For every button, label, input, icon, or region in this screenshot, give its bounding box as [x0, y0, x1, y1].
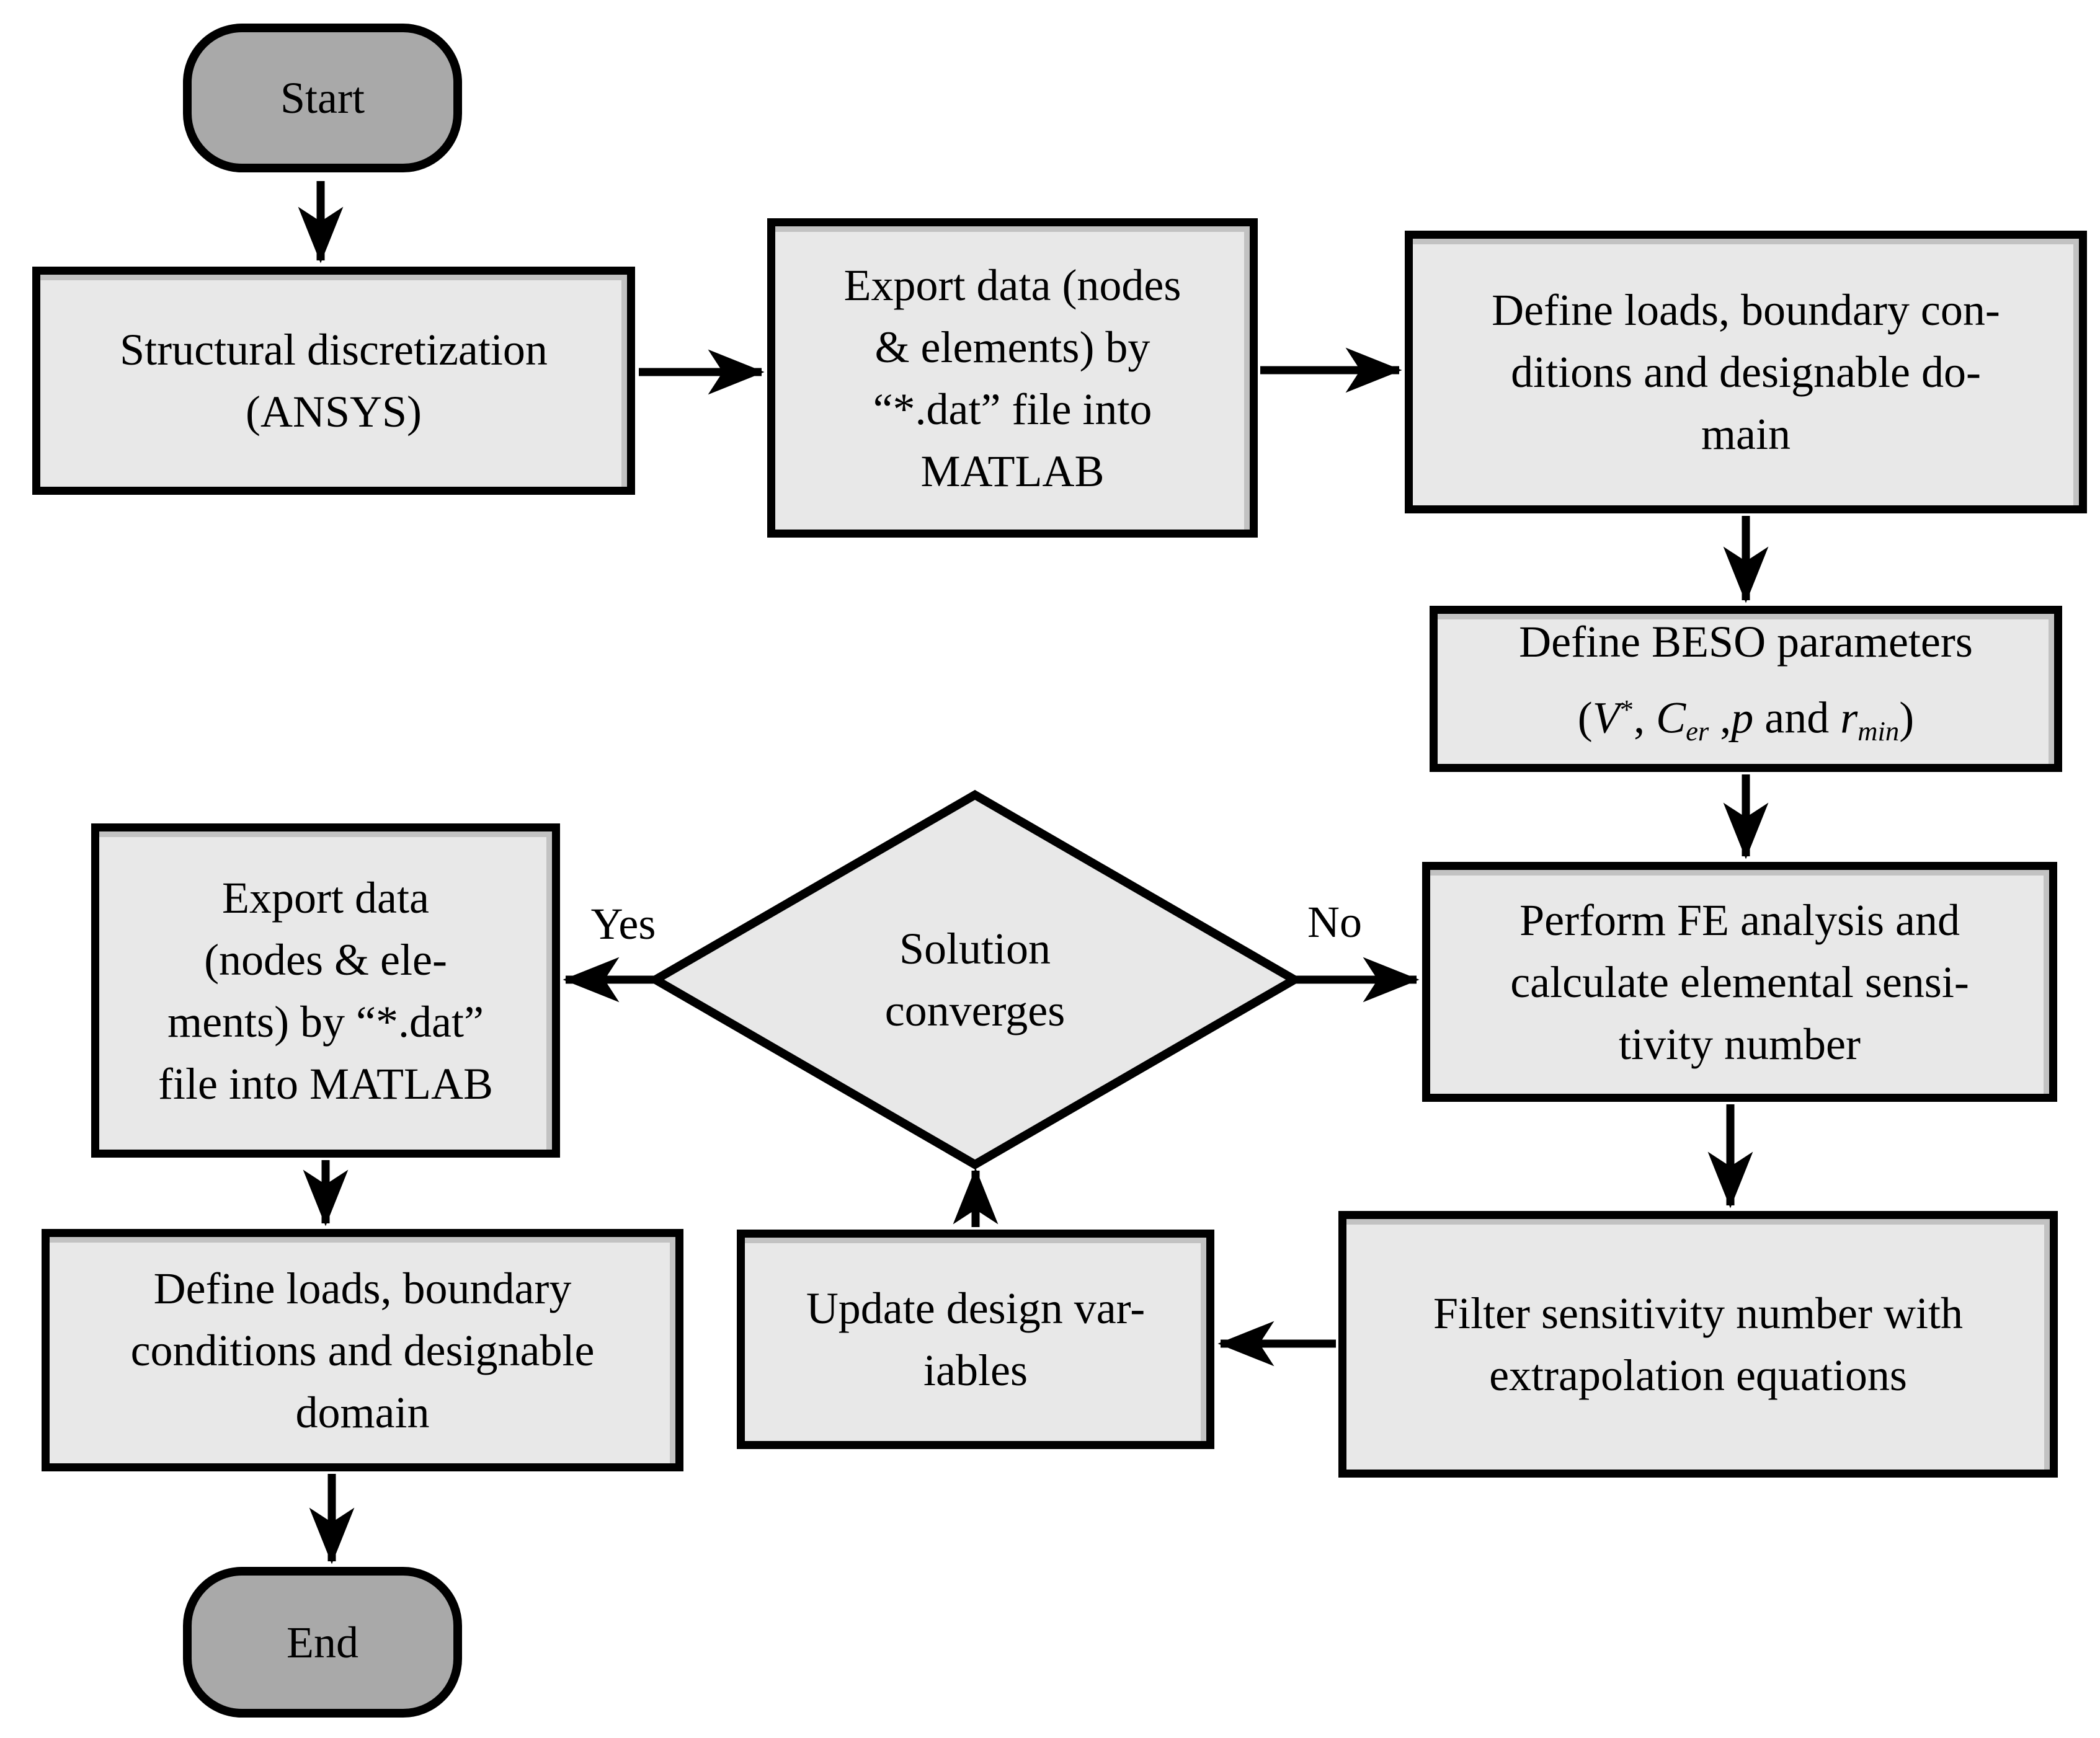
process-update-design-variables — [737, 1230, 1214, 1449]
terminal-end — [183, 1567, 462, 1718]
decision-solution-converges — [718, 887, 1232, 1073]
text-line: Export data — [222, 872, 429, 923]
text-line: Define loads, boundary con- — [1492, 285, 2000, 335]
text-line: & elements) by — [874, 322, 1150, 372]
process-export-data-top — [767, 218, 1258, 538]
beso-parameters-formula: (V*, $C_{er}$ ,p and $r_{min}$) — [1577, 692, 1915, 747]
process-perform-fe-analysis — [1422, 862, 2057, 1102]
text-line: Structural discretization — [120, 325, 548, 375]
text-line: converges — [884, 986, 1066, 1035]
terminal-end-label: End — [287, 1617, 358, 1667]
process-define-loads-left — [42, 1229, 683, 1471]
text-line: (ANSYS) — [245, 387, 422, 437]
text-line: conditions and designable — [130, 1325, 595, 1375]
text-line: extrapolation equations — [1489, 1350, 1907, 1400]
text-line: domain — [295, 1387, 430, 1437]
text-line: tivity number — [1619, 1019, 1861, 1069]
process-structural-discretization — [32, 267, 635, 495]
text-line: Define BESO parameters — [1519, 616, 1973, 667]
text-line: ments) by “*.dat” — [167, 996, 484, 1047]
process-define-beso-parameters — [1430, 606, 2062, 772]
text-line: MATLAB — [920, 446, 1105, 496]
process-define-loads-top — [1405, 231, 2087, 513]
text-line: Solution — [899, 924, 1051, 973]
text-line: file into MATLAB — [158, 1058, 493, 1109]
terminal-start — [183, 24, 462, 172]
process-filter-sensitivity — [1338, 1211, 2058, 1478]
text-line: ditions and designable do- — [1511, 347, 1981, 397]
text-line: Export data (nodes — [843, 260, 1181, 310]
text-line: Perform FE analysis and — [1519, 895, 1960, 945]
edge-label-no: No — [1307, 897, 1362, 947]
text-line: main — [1701, 409, 1791, 459]
text-line: (nodes & ele- — [204, 934, 447, 985]
text-line: calculate elemental sensi- — [1510, 957, 1969, 1007]
text-line: Filter sensitivity number with — [1433, 1288, 1963, 1338]
text-line: iables — [923, 1346, 1028, 1395]
terminal-start-label: Start — [280, 73, 365, 123]
text-line: Define loads, boundary — [153, 1263, 572, 1313]
text-line: Update design var- — [806, 1284, 1146, 1333]
edge-label-yes: Yes — [590, 899, 656, 949]
process-export-data-left — [91, 823, 560, 1158]
text-line: “*.dat” file into — [873, 384, 1152, 434]
